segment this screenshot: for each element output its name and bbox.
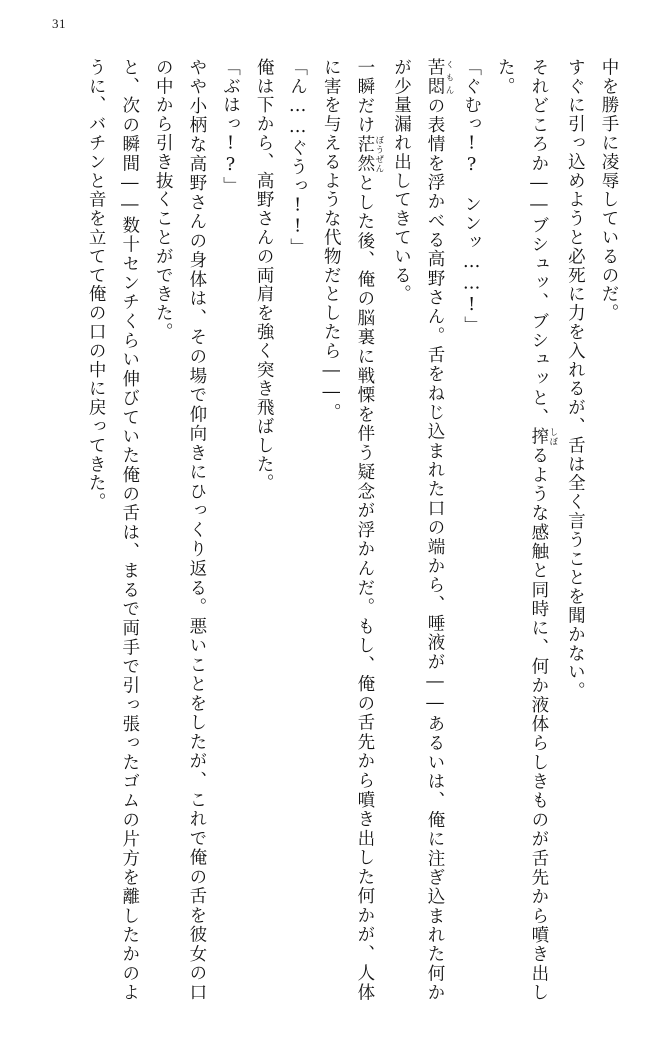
paragraph: 苦悶 くもんの表情を浮かべる高野さん。舌をねじ込まれた口の端から、唾液が――あるいは、俺に注ぎ込まれた何かが少量漏れ出してきている。: [391, 58, 455, 1002]
paragraph-dialogue: 「ぐむっ!? ンンッ……!」: [461, 58, 482, 336]
paragraph: それどころか――ブシュッ、ブシュッと、搾 しぼるような感触と同時に、何か液体らしきものが舌先から噴き出した。: [495, 58, 558, 1002]
ruby-kumon: 苦悶 くもん: [425, 58, 455, 97]
ruby-shibo: 搾 しぼ: [528, 427, 558, 447]
paragraph-dialogue: 「ぶはっ!?」: [220, 58, 241, 196]
ruby-bouzen: 茫然 ぼうぜん: [354, 135, 384, 174]
paragraph: 一瞬だけ茫然 ぼうぜんとした後、俺の脳裏に戦慄を伴う疑念が浮かんだ。もし、俺の舌先から噴き出した何かが、人体に害を与えるような代物だとしたら――。: [321, 58, 384, 1002]
paragraph: すぐに引っ込めようと必死に力を入れるが、舌は全く言うことを聞かない。: [565, 58, 586, 701]
paragraph: 俺は下から、高野さんの両肩を強く突き飛ばした。: [254, 58, 275, 493]
paragraph-dialogue: 「ん……ぐうっ!!」: [287, 58, 308, 257]
page-number: 31: [52, 16, 66, 31]
paragraph: 中を勝手に凌辱しているのだ。: [599, 58, 619, 323]
paragraph: やや小柄な高野さんの身体は、その場で仰向きにひっくり返る。悪いことをしたが、これで俺の舌を彼女の口の中から引き抜くことができた。: [153, 58, 207, 1002]
vertical-body-text: [44, 58, 625, 1002]
paragraph: と、次の瞬間――数十センチくらい伸びていた俺の舌は、まるで両手で引っ張ったゴムの片方を離したかのように、バチンと音を立てて俺の口の中に戻ってきた。: [86, 58, 140, 1002]
